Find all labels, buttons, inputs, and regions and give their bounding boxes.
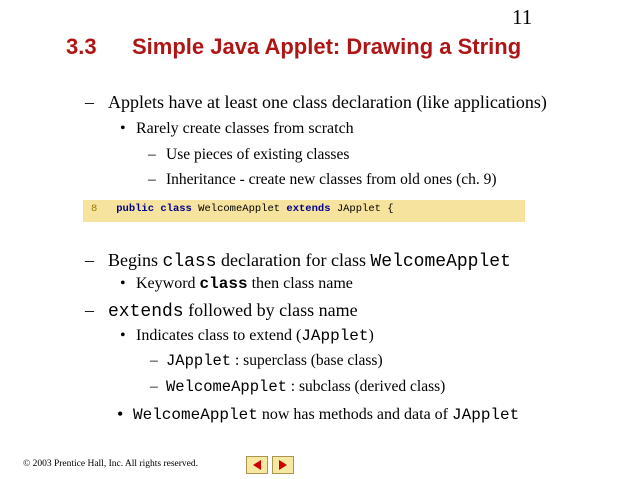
text-span: then class name: [247, 275, 353, 292]
dot-marker: •: [117, 404, 124, 424]
bullet-text: [136, 275, 353, 293]
dash-marker: –: [85, 300, 94, 320]
text-span: Keyword: [136, 275, 200, 292]
text-span: Indicates class to extend (: [136, 327, 302, 344]
code-span: WelcomeApplet: [166, 378, 287, 396]
open-brace: {: [387, 203, 394, 215]
text-span: : superclass (base class): [231, 352, 383, 369]
code-span: WelcomeApplet: [133, 406, 258, 424]
text-span: ): [368, 327, 374, 344]
dash-marker: –: [85, 250, 94, 270]
code-line-number: 8: [91, 203, 98, 215]
dash-marker: –: [150, 352, 158, 369]
slide-title: Simple Java Applet: Drawing a String: [132, 34, 522, 59]
code-line-band: [83, 200, 525, 222]
text-span: : subclass (derived class): [286, 378, 446, 395]
dash-marker: –: [150, 378, 158, 395]
bullet-text: [166, 378, 445, 396]
dash-marker: –: [148, 146, 156, 163]
text-span: declaration for class: [216, 250, 371, 270]
code-span: class: [162, 252, 217, 272]
bullet-text: Use pieces of existing classes: [166, 146, 350, 163]
code-span: extends: [108, 302, 184, 322]
left-arrow-icon: [251, 459, 263, 471]
dash-marker: –: [85, 92, 94, 112]
parent-class-name: JApplet: [336, 203, 381, 215]
bullet-text: Rarely create classes from scratch: [136, 120, 354, 137]
page-number: 11: [512, 5, 533, 29]
right-arrow-icon: [277, 459, 289, 471]
copyright-text: © 2003 Prentice Hall, Inc. All rights reserved.: [23, 459, 199, 469]
code-span: WelcomeApplet: [370, 252, 511, 272]
class-name: WelcomeApplet: [198, 203, 281, 215]
bullet-text: [108, 300, 358, 322]
code-span: JApplet: [166, 352, 232, 370]
bullet-text: [108, 250, 511, 272]
keyword-extends: extends: [286, 203, 331, 215]
keyword-public: public: [116, 203, 155, 215]
text-span: Begins: [108, 250, 163, 270]
previous-slide-button[interactable]: [246, 456, 268, 474]
dash-marker: –: [148, 171, 156, 188]
code-span: JApplet: [301, 327, 369, 345]
bullet-text: [136, 327, 374, 345]
code-span: class: [199, 275, 248, 293]
bullet-text: [166, 352, 383, 370]
dot-marker: •: [120, 275, 126, 292]
bullet-text: Inheritance - create new classes from old ones (ch. 9): [166, 171, 497, 188]
text-span: now has methods and data of: [257, 406, 453, 423]
bullet-text: [133, 406, 519, 424]
code-span: JApplet: [452, 406, 520, 424]
dot-marker: •: [120, 327, 126, 344]
section-number: 3.3: [66, 34, 97, 59]
next-slide-button[interactable]: [272, 456, 294, 474]
code-line: [91, 203, 394, 215]
text-span: followed by class name: [183, 300, 358, 320]
dot-marker: •: [120, 120, 126, 137]
keyword-class: class: [160, 203, 192, 215]
bullet-text: Applets have at least one class declaration (like applications): [108, 92, 547, 112]
